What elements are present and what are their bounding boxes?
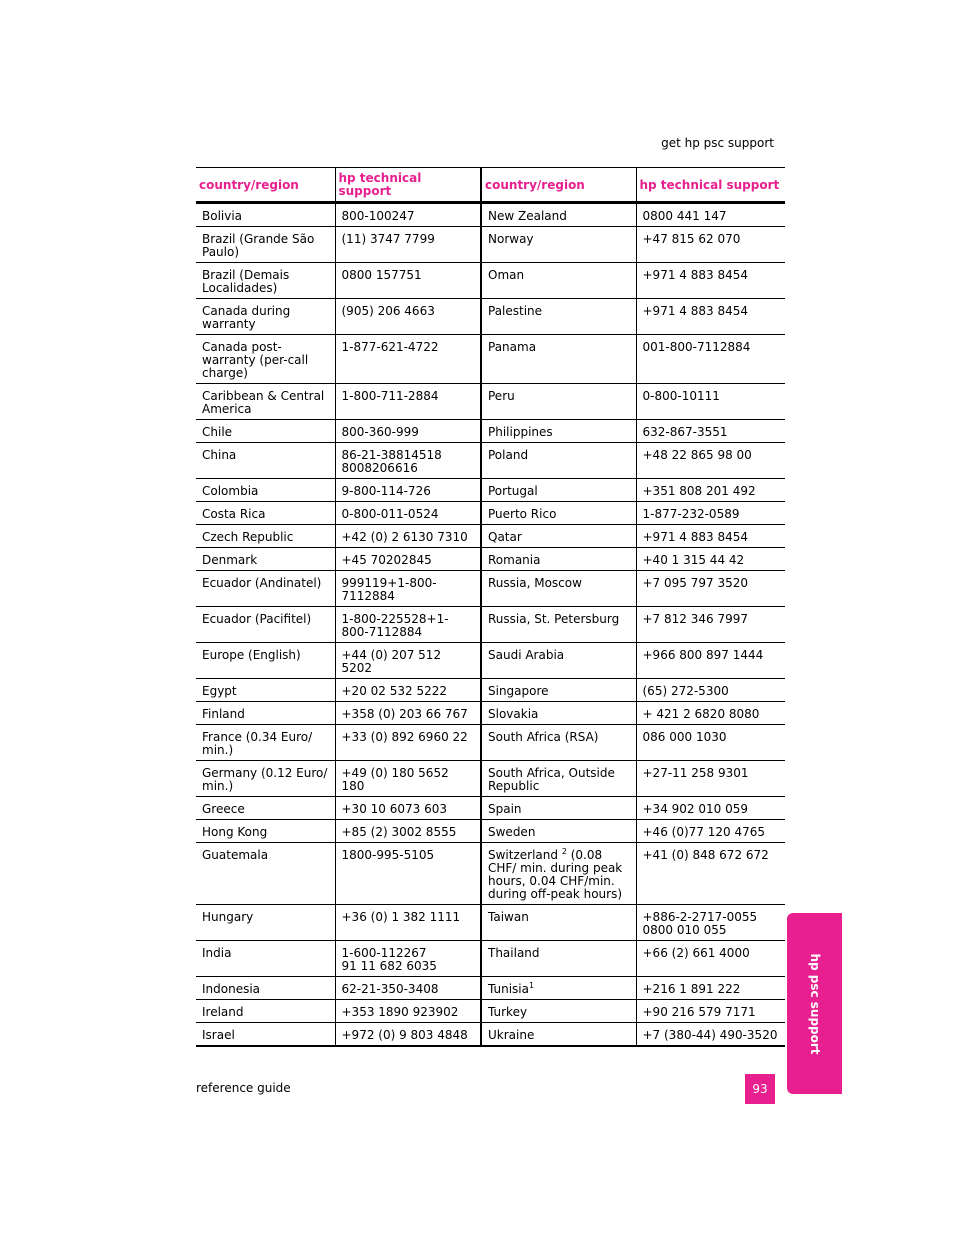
- cell-support-right: 632-867-3551: [636, 420, 785, 443]
- cell-support-left: +85 (2) 3002 8555: [335, 820, 481, 843]
- table-row: [196, 335, 785, 384]
- cell-support-left: +972 (0) 9 803 4848: [335, 1023, 481, 1047]
- table-row: [196, 525, 785, 548]
- footnote-marker: 2: [561, 847, 567, 856]
- cell-country-left: Israel: [196, 1023, 335, 1047]
- table-row: [196, 761, 785, 797]
- cell-country-left: Indonesia: [196, 977, 335, 1000]
- page-number-badge: 93: [745, 1074, 775, 1104]
- table-row: [196, 820, 785, 843]
- cell-text: Switzerland: [488, 848, 558, 862]
- side-section-tab: [787, 913, 842, 1094]
- cell-text: Tunisia: [488, 982, 529, 996]
- cell-support-left: +45 70202845: [335, 548, 481, 571]
- cell-country-left: India: [196, 941, 335, 977]
- cell-country-left: Costa Rica: [196, 502, 335, 525]
- table-row: [196, 941, 785, 977]
- cell-support-left: 86-21-38814518 8008206616: [335, 443, 481, 479]
- cell-country-left: Canada during warranty: [196, 299, 335, 335]
- cell-support-right: +34 902 010 059: [636, 797, 785, 820]
- cell-country-left: Brazil (Demais Localidades): [196, 263, 335, 299]
- table-row: [196, 679, 785, 702]
- cell-support-right: (65) 272-5300: [636, 679, 785, 702]
- cell-support-left: +30 10 6073 603: [335, 797, 481, 820]
- table-row: [196, 797, 785, 820]
- table-row: [196, 843, 785, 905]
- cell-support-right: +66 (2) 661 4000: [636, 941, 785, 977]
- cell-country-left: Finland: [196, 702, 335, 725]
- table-row: [196, 607, 785, 643]
- cell-support-right: +48 22 865 98 00: [636, 443, 785, 479]
- cell-support-right: +27-11 258 9301: [636, 761, 785, 797]
- table-row: [196, 548, 785, 571]
- cell-country-left: Europe (English): [196, 643, 335, 679]
- cell-support-left: 1-800-225528+1-800-7112884: [335, 607, 481, 643]
- cell-country-right: [481, 843, 636, 905]
- cell-support-right: +46 (0)77 120 4765: [636, 820, 785, 843]
- cell-support-left: 800-100247: [335, 203, 481, 227]
- running-head: get hp psc support: [661, 136, 774, 150]
- cell-country-right: Ukraine: [481, 1023, 636, 1047]
- cell-support-left: 1-877-621-4722: [335, 335, 481, 384]
- cell-support-right: +971 4 883 8454: [636, 525, 785, 548]
- cell-country-left: Hungary: [196, 905, 335, 941]
- cell-support-left: +44 (0) 207 512 5202: [335, 643, 481, 679]
- cell-support-right: +351 808 201 492: [636, 479, 785, 502]
- header-country-left: country/region: [199, 177, 299, 192]
- cell-country-left: Greece: [196, 797, 335, 820]
- cell-support-right: +7 095 797 3520: [636, 571, 785, 607]
- cell-country-right: Spain: [481, 797, 636, 820]
- cell-country-left: Ecuador (Pacifitel): [196, 607, 335, 643]
- cell-support-left: (905) 206 4663: [335, 299, 481, 335]
- cell-country-right: Panama: [481, 335, 636, 384]
- cell-country-right: Poland: [481, 443, 636, 479]
- cell-support-right: +886-2-2717-0055 0800 010 055: [636, 905, 785, 941]
- cell-support-right: +7 812 346 7997: [636, 607, 785, 643]
- cell-country-left: Brazil (Grande São Paulo): [196, 227, 335, 263]
- table-header-row: [196, 168, 785, 203]
- table-row: [196, 571, 785, 607]
- cell-country-right: Qatar: [481, 525, 636, 548]
- cell-support-left: 0800 157751: [335, 263, 481, 299]
- cell-country-left: Ecuador (Andinatel): [196, 571, 335, 607]
- cell-country-right: Sweden: [481, 820, 636, 843]
- cell-country-left: Bolivia: [196, 203, 335, 227]
- cell-country-right: Puerto Rico: [481, 502, 636, 525]
- cell-country-right: Norway: [481, 227, 636, 263]
- table-row: [196, 643, 785, 679]
- table-row: [196, 977, 785, 1000]
- cell-country-right: Russia, Moscow: [481, 571, 636, 607]
- cell-support-left: +33 (0) 892 6960 22: [335, 725, 481, 761]
- header-support-right: hp technical support: [636, 168, 785, 203]
- cell-country-right: Philippines: [481, 420, 636, 443]
- table-row: [196, 443, 785, 479]
- table-row: [196, 203, 785, 227]
- cell-country-right: South Africa, Outside Republic: [481, 761, 636, 797]
- cell-support-right: +90 216 579 7171: [636, 1000, 785, 1023]
- cell-country-left: Ireland: [196, 1000, 335, 1023]
- cell-support-right: 086 000 1030: [636, 725, 785, 761]
- header-country-right: country/region: [481, 168, 636, 203]
- cell-country-left: Denmark: [196, 548, 335, 571]
- cell-country-right: Thailand: [481, 941, 636, 977]
- cell-support-right: +47 815 62 070: [636, 227, 785, 263]
- cell-support-left: 800-360-999: [335, 420, 481, 443]
- cell-support-left: +42 (0) 2 6130 7310: [335, 525, 481, 548]
- cell-support-left: +49 (0) 180 5652 180: [335, 761, 481, 797]
- cell-country-right: Portugal: [481, 479, 636, 502]
- cell-support-right: +971 4 883 8454: [636, 263, 785, 299]
- cell-support-left: 0-800-011-0524: [335, 502, 481, 525]
- cell-support-left: +358 (0) 203 66 767: [335, 702, 481, 725]
- cell-support-right: +7 (380-44) 490-3520: [636, 1023, 785, 1047]
- table-row: [196, 299, 785, 335]
- cell-support-left: +20 02 532 5222: [335, 679, 481, 702]
- support-phone-table: [196, 167, 785, 1047]
- cell-country-left: France (0.34 Euro/ min.): [196, 725, 335, 761]
- cell-country-right: New Zealand: [481, 203, 636, 227]
- cell-support-right: 001-800-7112884: [636, 335, 785, 384]
- cell-country-right: Saudi Arabia: [481, 643, 636, 679]
- footer-label: reference guide: [196, 1081, 291, 1095]
- cell-support-right: +966 800 897 1444: [636, 643, 785, 679]
- table-row: [196, 1023, 785, 1047]
- table-row: [196, 384, 785, 420]
- table-row: [196, 725, 785, 761]
- cell-support-left: 1-800-711-2884: [335, 384, 481, 420]
- cell-country-left: Caribbean & Central America: [196, 384, 335, 420]
- cell-country-left: Canada post-warranty (per-call charge): [196, 335, 335, 384]
- cell-country-right: Oman: [481, 263, 636, 299]
- footnote-marker: 1: [529, 981, 535, 990]
- side-tab-label: hp psc support: [807, 952, 822, 1055]
- cell-country-right: Singapore: [481, 679, 636, 702]
- cell-country-left: Chile: [196, 420, 335, 443]
- cell-country-left: Germany (0.12 Euro/ min.): [196, 761, 335, 797]
- cell-country-right: Palestine: [481, 299, 636, 335]
- header-support-left: hp technical support: [335, 168, 481, 203]
- table-row: [196, 420, 785, 443]
- cell-support-right: +216 1 891 222: [636, 977, 785, 1000]
- cell-country-right: Peru: [481, 384, 636, 420]
- table-row: [196, 1000, 785, 1023]
- cell-country-right: Taiwan: [481, 905, 636, 941]
- table-row: [196, 702, 785, 725]
- cell-country-left: China: [196, 443, 335, 479]
- cell-country-right: [481, 977, 636, 1000]
- cell-support-right: 0800 441 147: [636, 203, 785, 227]
- cell-country-right: Romania: [481, 548, 636, 571]
- table-row: [196, 502, 785, 525]
- cell-country-right: South Africa (RSA): [481, 725, 636, 761]
- table-row: [196, 263, 785, 299]
- cell-country-left: Guatemala: [196, 843, 335, 905]
- cell-support-right: 0-800-10111: [636, 384, 785, 420]
- table-row: [196, 905, 785, 941]
- cell-country-left: Colombia: [196, 479, 335, 502]
- cell-support-right: +40 1 315 44 42: [636, 548, 785, 571]
- cell-support-left: 1800-995-5105: [335, 843, 481, 905]
- cell-support-right: 1-877-232-0589: [636, 502, 785, 525]
- cell-support-left: +353 1890 923902: [335, 1000, 481, 1023]
- table-body: [196, 203, 785, 1047]
- cell-country-left: Czech Republic: [196, 525, 335, 548]
- cell-support-right: +971 4 883 8454: [636, 299, 785, 335]
- cell-support-right: +41 (0) 848 672 672: [636, 843, 785, 905]
- cell-support-left: 1-600-112267 91 11 682 6035: [335, 941, 481, 977]
- cell-country-left: Hong Kong: [196, 820, 335, 843]
- cell-support-left: (11) 3747 7799: [335, 227, 481, 263]
- table-row: [196, 227, 785, 263]
- cell-country-right: Russia, St. Petersburg: [481, 607, 636, 643]
- rate-note: (0.08 CHF/ min. during peak hours, 0.04 CHF/min. during off-peak hours): [488, 848, 623, 901]
- cell-country-left: Egypt: [196, 679, 335, 702]
- cell-country-right: Slovakia: [481, 702, 636, 725]
- table-row: [196, 479, 785, 502]
- cell-support-left: 9-800-114-726: [335, 479, 481, 502]
- cell-country-right: Turkey: [481, 1000, 636, 1023]
- cell-support-right: + 421 2 6820 8080: [636, 702, 785, 725]
- cell-support-left: 999119+1-800-7112884: [335, 571, 481, 607]
- cell-support-left: +36 (0) 1 382 1111: [335, 905, 481, 941]
- cell-support-left: 62-21-350-3408: [335, 977, 481, 1000]
